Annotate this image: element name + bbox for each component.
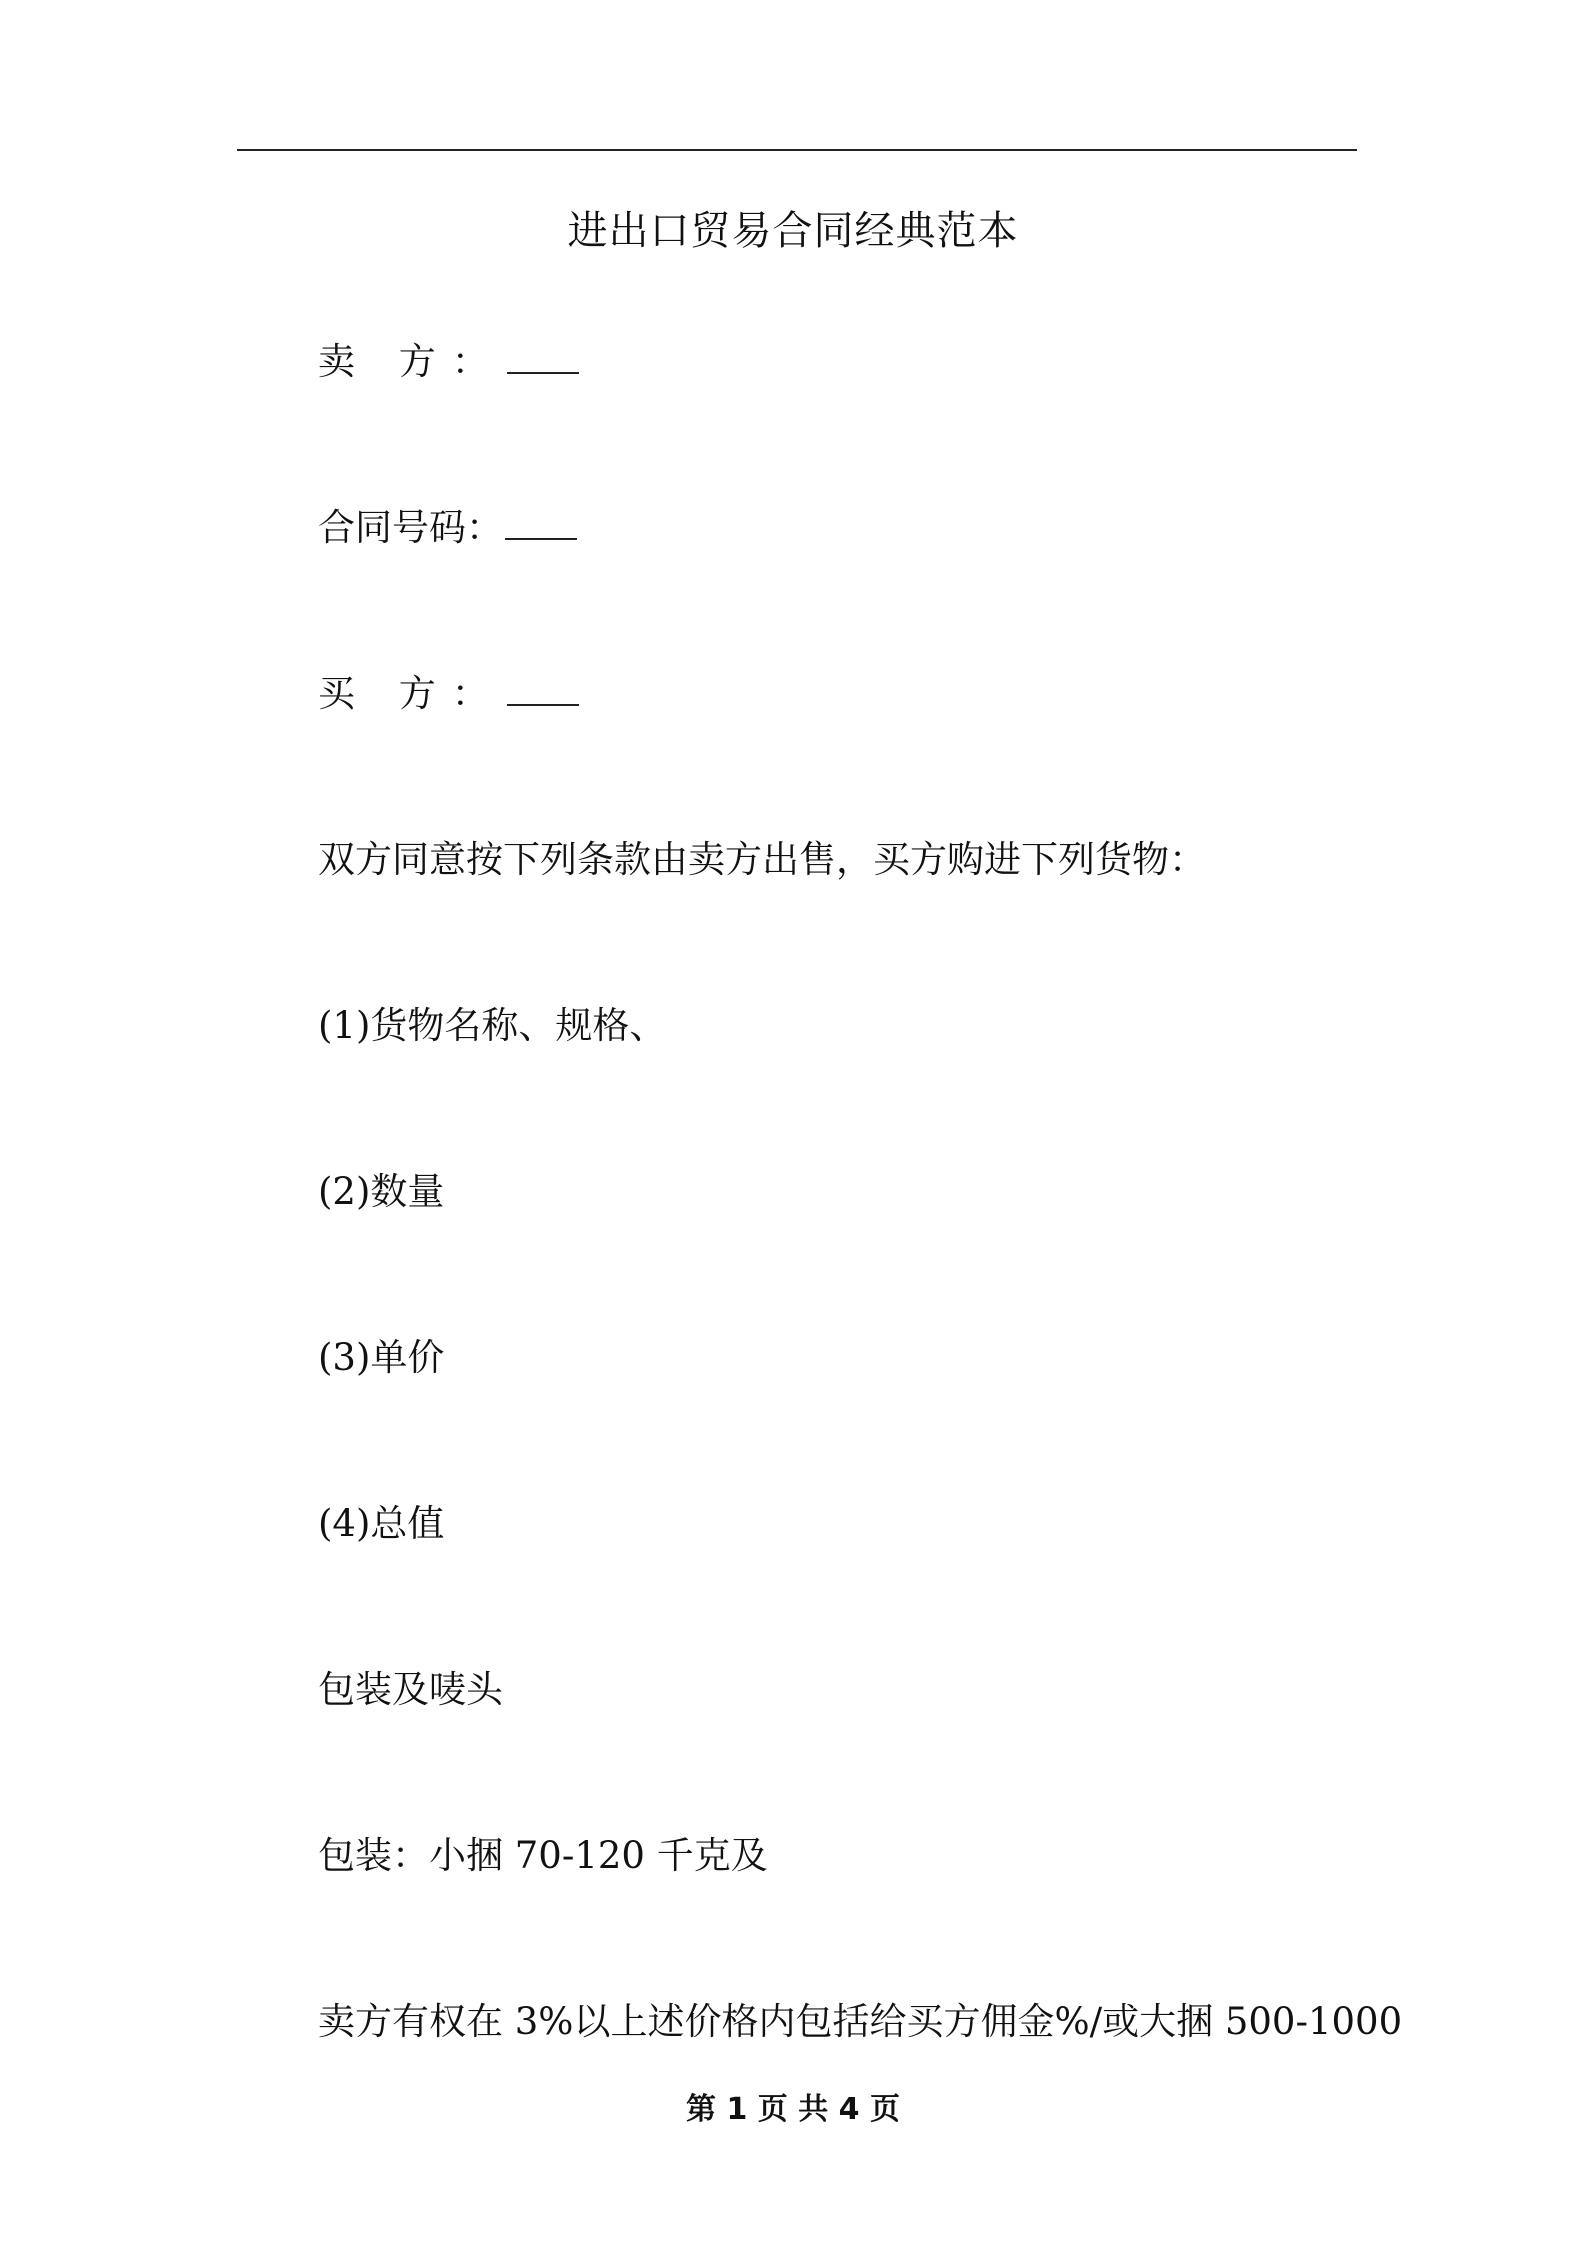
seller-label: 卖 方： [318, 340, 505, 383]
contract-number-label: 合同号码： [318, 506, 503, 549]
buyer-blank[interactable] [507, 670, 579, 706]
buyer-label: 买 方： [318, 672, 505, 715]
header-rule [237, 149, 1357, 151]
buyer-field [318, 668, 579, 720]
page-number: 第 1 页 共 4 页 [686, 2092, 900, 2127]
item-total-value: (4)总值 [318, 1502, 445, 1545]
item-unit-price: (3)单价 [318, 1336, 445, 1379]
packing-paragraph: 包装：小捆 70-120 千克及 [318, 1834, 768, 1877]
item-quantity: (2)数量 [318, 1170, 445, 1213]
contract-number-blank[interactable] [505, 504, 577, 540]
item-goods-name: (1)货物名称、规格、 [318, 1004, 667, 1047]
document-title: 进出口贸易合同经典范本 [567, 208, 1019, 254]
commission-paragraph: 卖方有权在 3%以上述价格内包括给买方佣金%/或大捆 500-1000 [318, 2000, 1403, 2043]
seller-field [318, 336, 579, 388]
packing-heading: 包装及唛头 [318, 1668, 503, 1711]
contract-number-field [318, 502, 577, 554]
agreement-paragraph: 双方同意按下列条款由卖方出售，买方购进下列货物： [318, 838, 1206, 881]
seller-blank[interactable] [507, 338, 579, 374]
